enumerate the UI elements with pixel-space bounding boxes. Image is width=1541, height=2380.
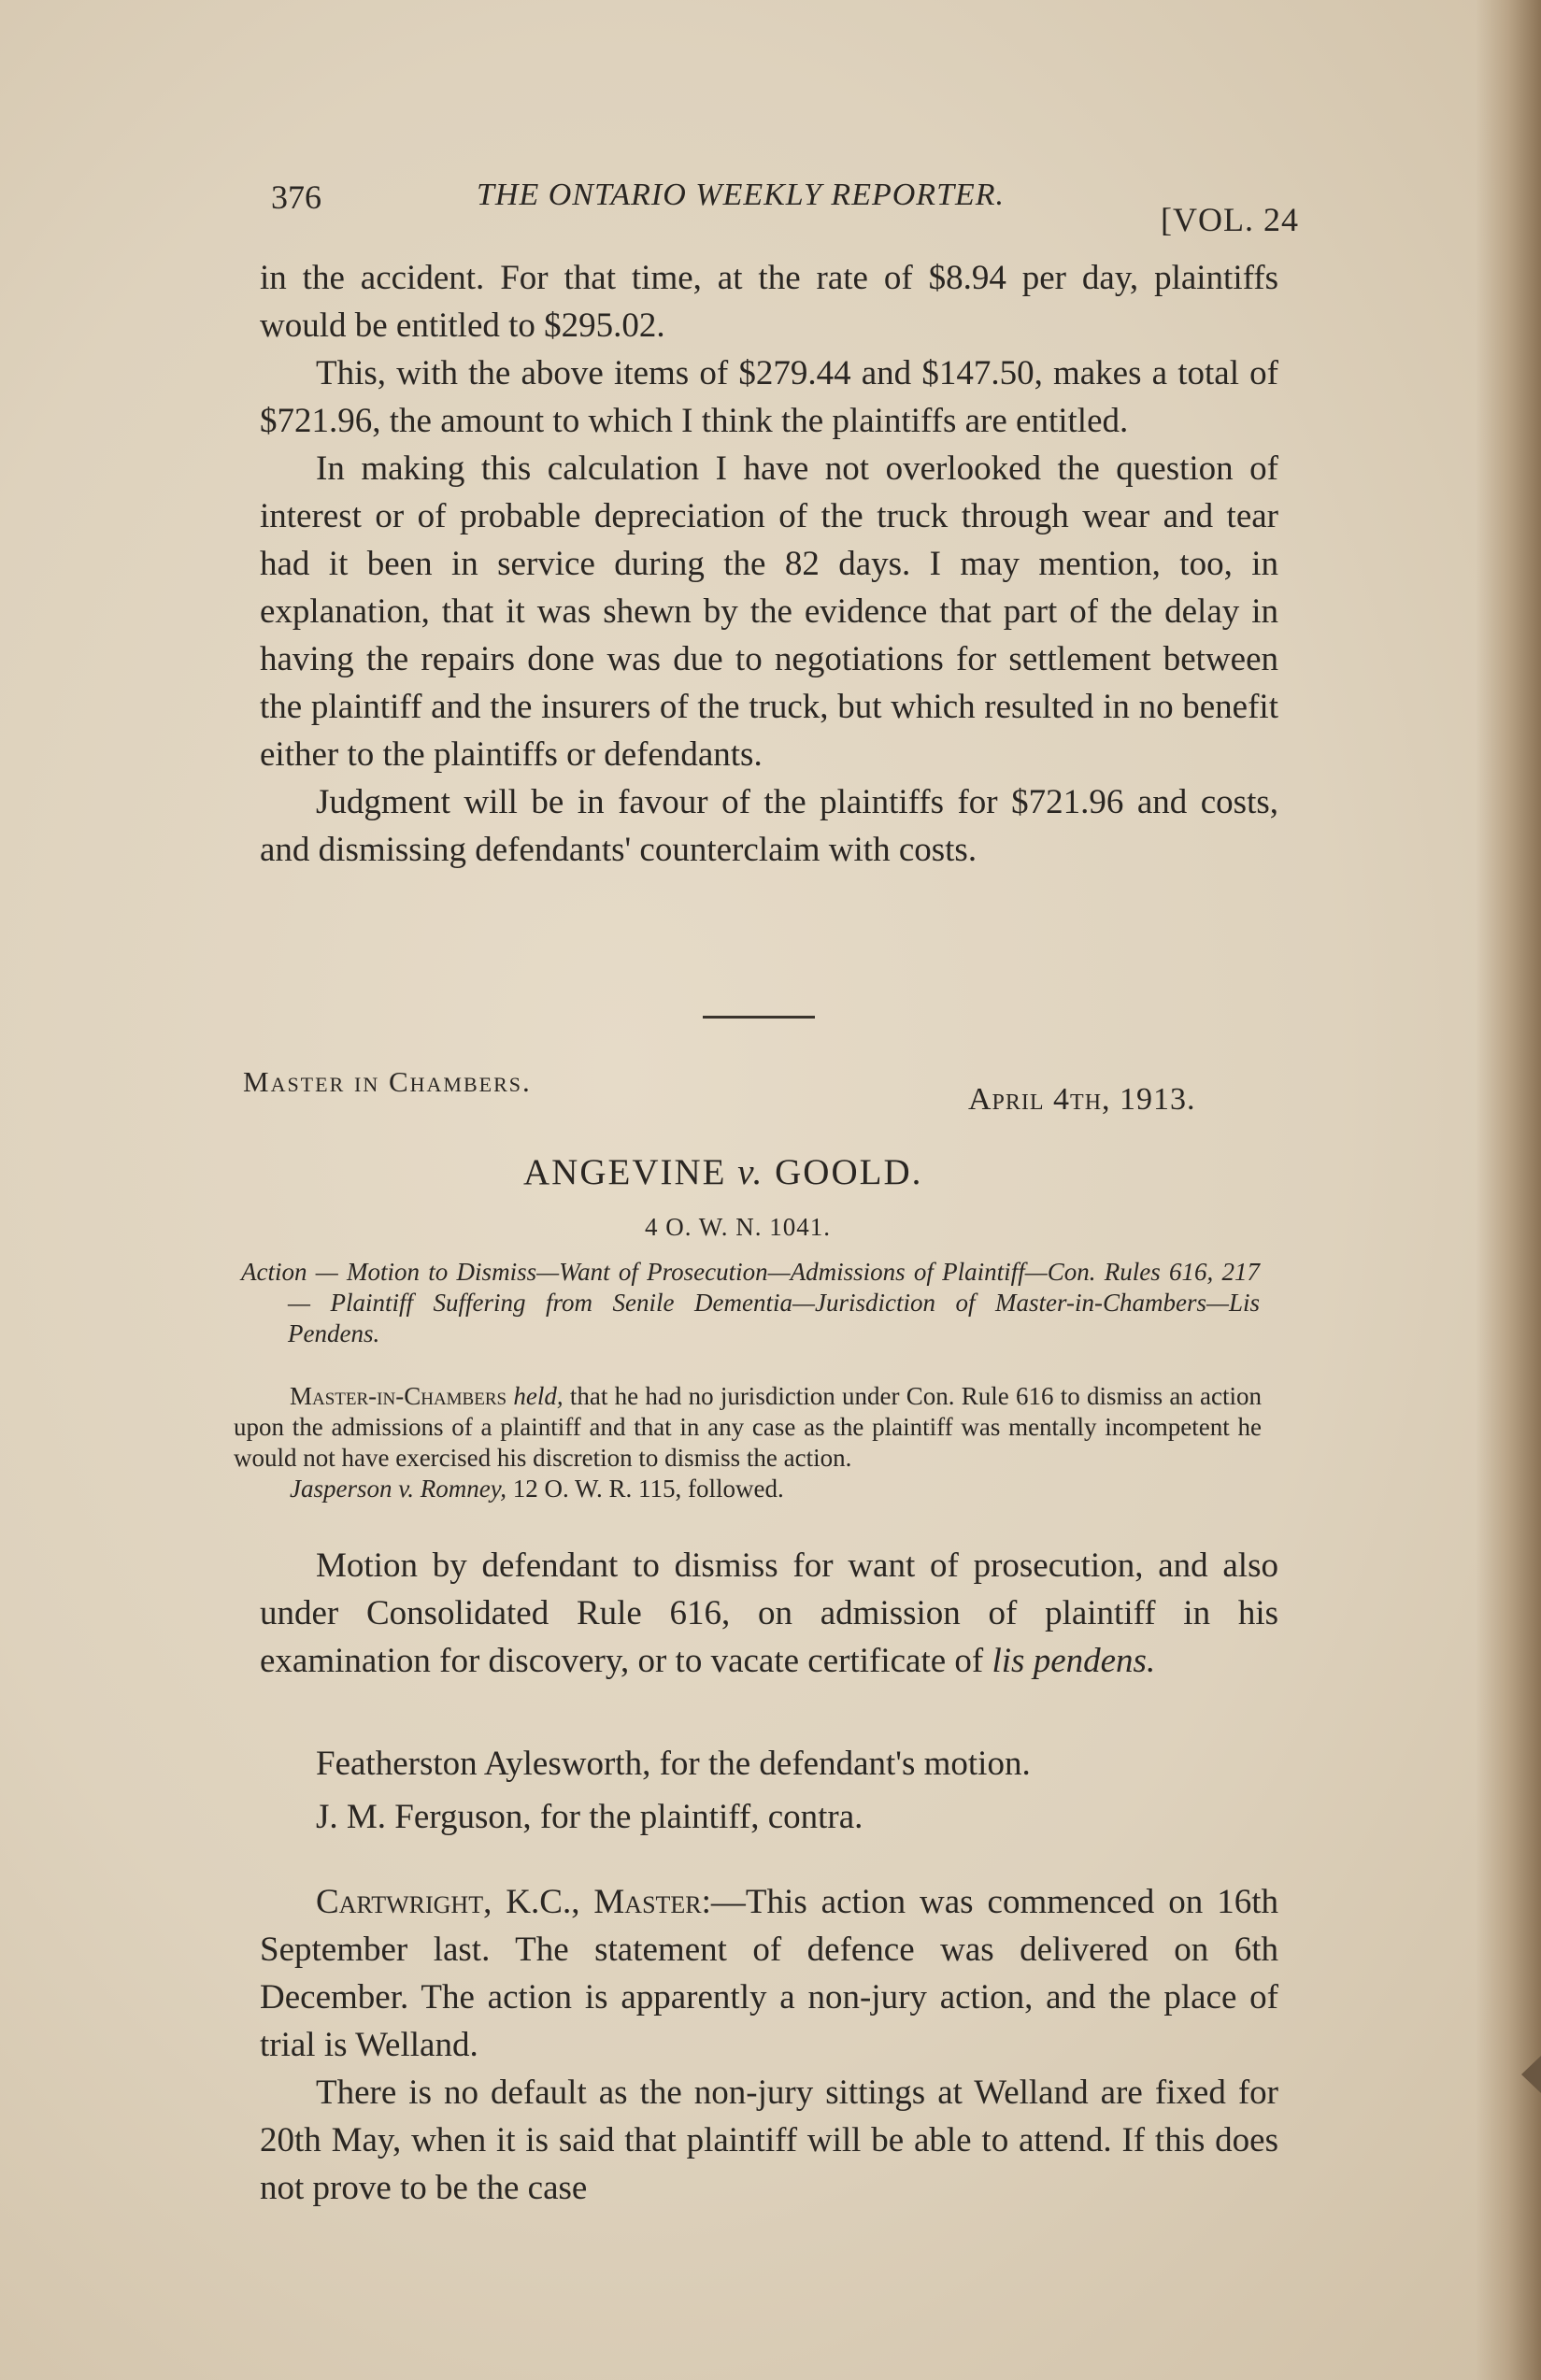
judgment-paragraph: There is no default as the non-jury sittings at Welland are fixed for 20th May, when it is said that plaintiff will be able to attend. If this does not prove to be the case [260,2074,1278,2207]
counsel-list [260,1740,1278,1841]
decision-date: April 4th, 1913. [968,1082,1196,1117]
headnote-text: that he had no jurisdiction under Con. Rule 616 to dismiss an action upon the admissions of a plaintiff and that in any case as the plaintiff was mentally incompetent he would not have exercised his discretion to dismiss the action. [234,1382,1263,1472]
motion-text [260,1542,1278,1685]
paragraph: This, with the above items of $279.44 and $147.50, makes a total of $721.96, the amount to which I think the plaintiffs are entitled. [260,354,1278,440]
section-divider [703,1016,815,1019]
headnote-held: held, [513,1382,564,1410]
judgment-text [260,1878,1278,2212]
volume-label: [VOL. 24 [1161,201,1299,238]
running-title: THE ONTARIO WEEKLY REPORTER. [477,178,1006,212]
defendant-name: GOOLD. [775,1152,923,1192]
running-header [271,178,1299,243]
paragraph: Judgment will be in favour of the plaintiffs for $721.96 and costs, and dismissing defendants' counterclaim with costs. [260,783,1278,869]
court-name: Master in Chambers. [243,1065,532,1098]
headnote-lead: Master-in-Chambers [290,1382,507,1410]
counsel-line: J. M. Ferguson, for the plaintiff, contra. [316,1798,863,1836]
motion-body: Motion by defendant to dismiss for want of prosecution, and also under Consolidated Rule 616, on admission of plaintiff in his examination for discovery, or to vacate certificate of [260,1546,1278,1680]
judgment-opening: :—This action was commenced on 16th September last. The statement of defence was delivered on 6th December. The action is apparently a non-jury action, and the place of trial is Welland. [260,1883,1278,2064]
counsel-line: Featherston Aylesworth, for the defendant's motion. [316,1745,1031,1783]
catchwords: Action — Motion to Dismiss—Want of Prosecution—Admissions of Plaintiff—Con. Rules 616, 217 — Plaintiff Suffering from Senile Dementia—Jurisdiction of Master-in-Chambers—Lis Pendens. [241,1258,1260,1347]
versus: v. [737,1152,764,1192]
headnote [234,1381,1262,1504]
paragraph: In making this calculation I have not overlooked the question of interest or of probable depreciation of the truck through wear and tear had it been in service during the 82 days. I may mention, too, in explanation, that it was shewn by the evidence that part of the delay in having the repairs done was due to negotiations for settlement between the plaintiff and the insurers of the truck, but which resulted in no benefit either to the plaintiffs or defendants. [260,449,1278,774]
followed-case: Jasperson v. Romney, [290,1475,507,1503]
followed-citation: 12 O. W. R. 115, followed. [512,1475,784,1503]
case-title [523,1151,922,1193]
page-number: 376 [271,178,321,216]
judgment-speaker: Cartwright, K.C., Master [316,1883,702,1921]
previous-case-text [260,254,1278,874]
motion-italic: lis pendens. [992,1642,1156,1680]
case-citation: 4 O. W. N. 1041. [645,1213,832,1241]
plaintiff-name: ANGEVINE [523,1152,727,1192]
paragraph: in the accident. For that time, at the rate of $8.94 per day, plaintiffs would be entitled to $295.02. [260,259,1278,345]
